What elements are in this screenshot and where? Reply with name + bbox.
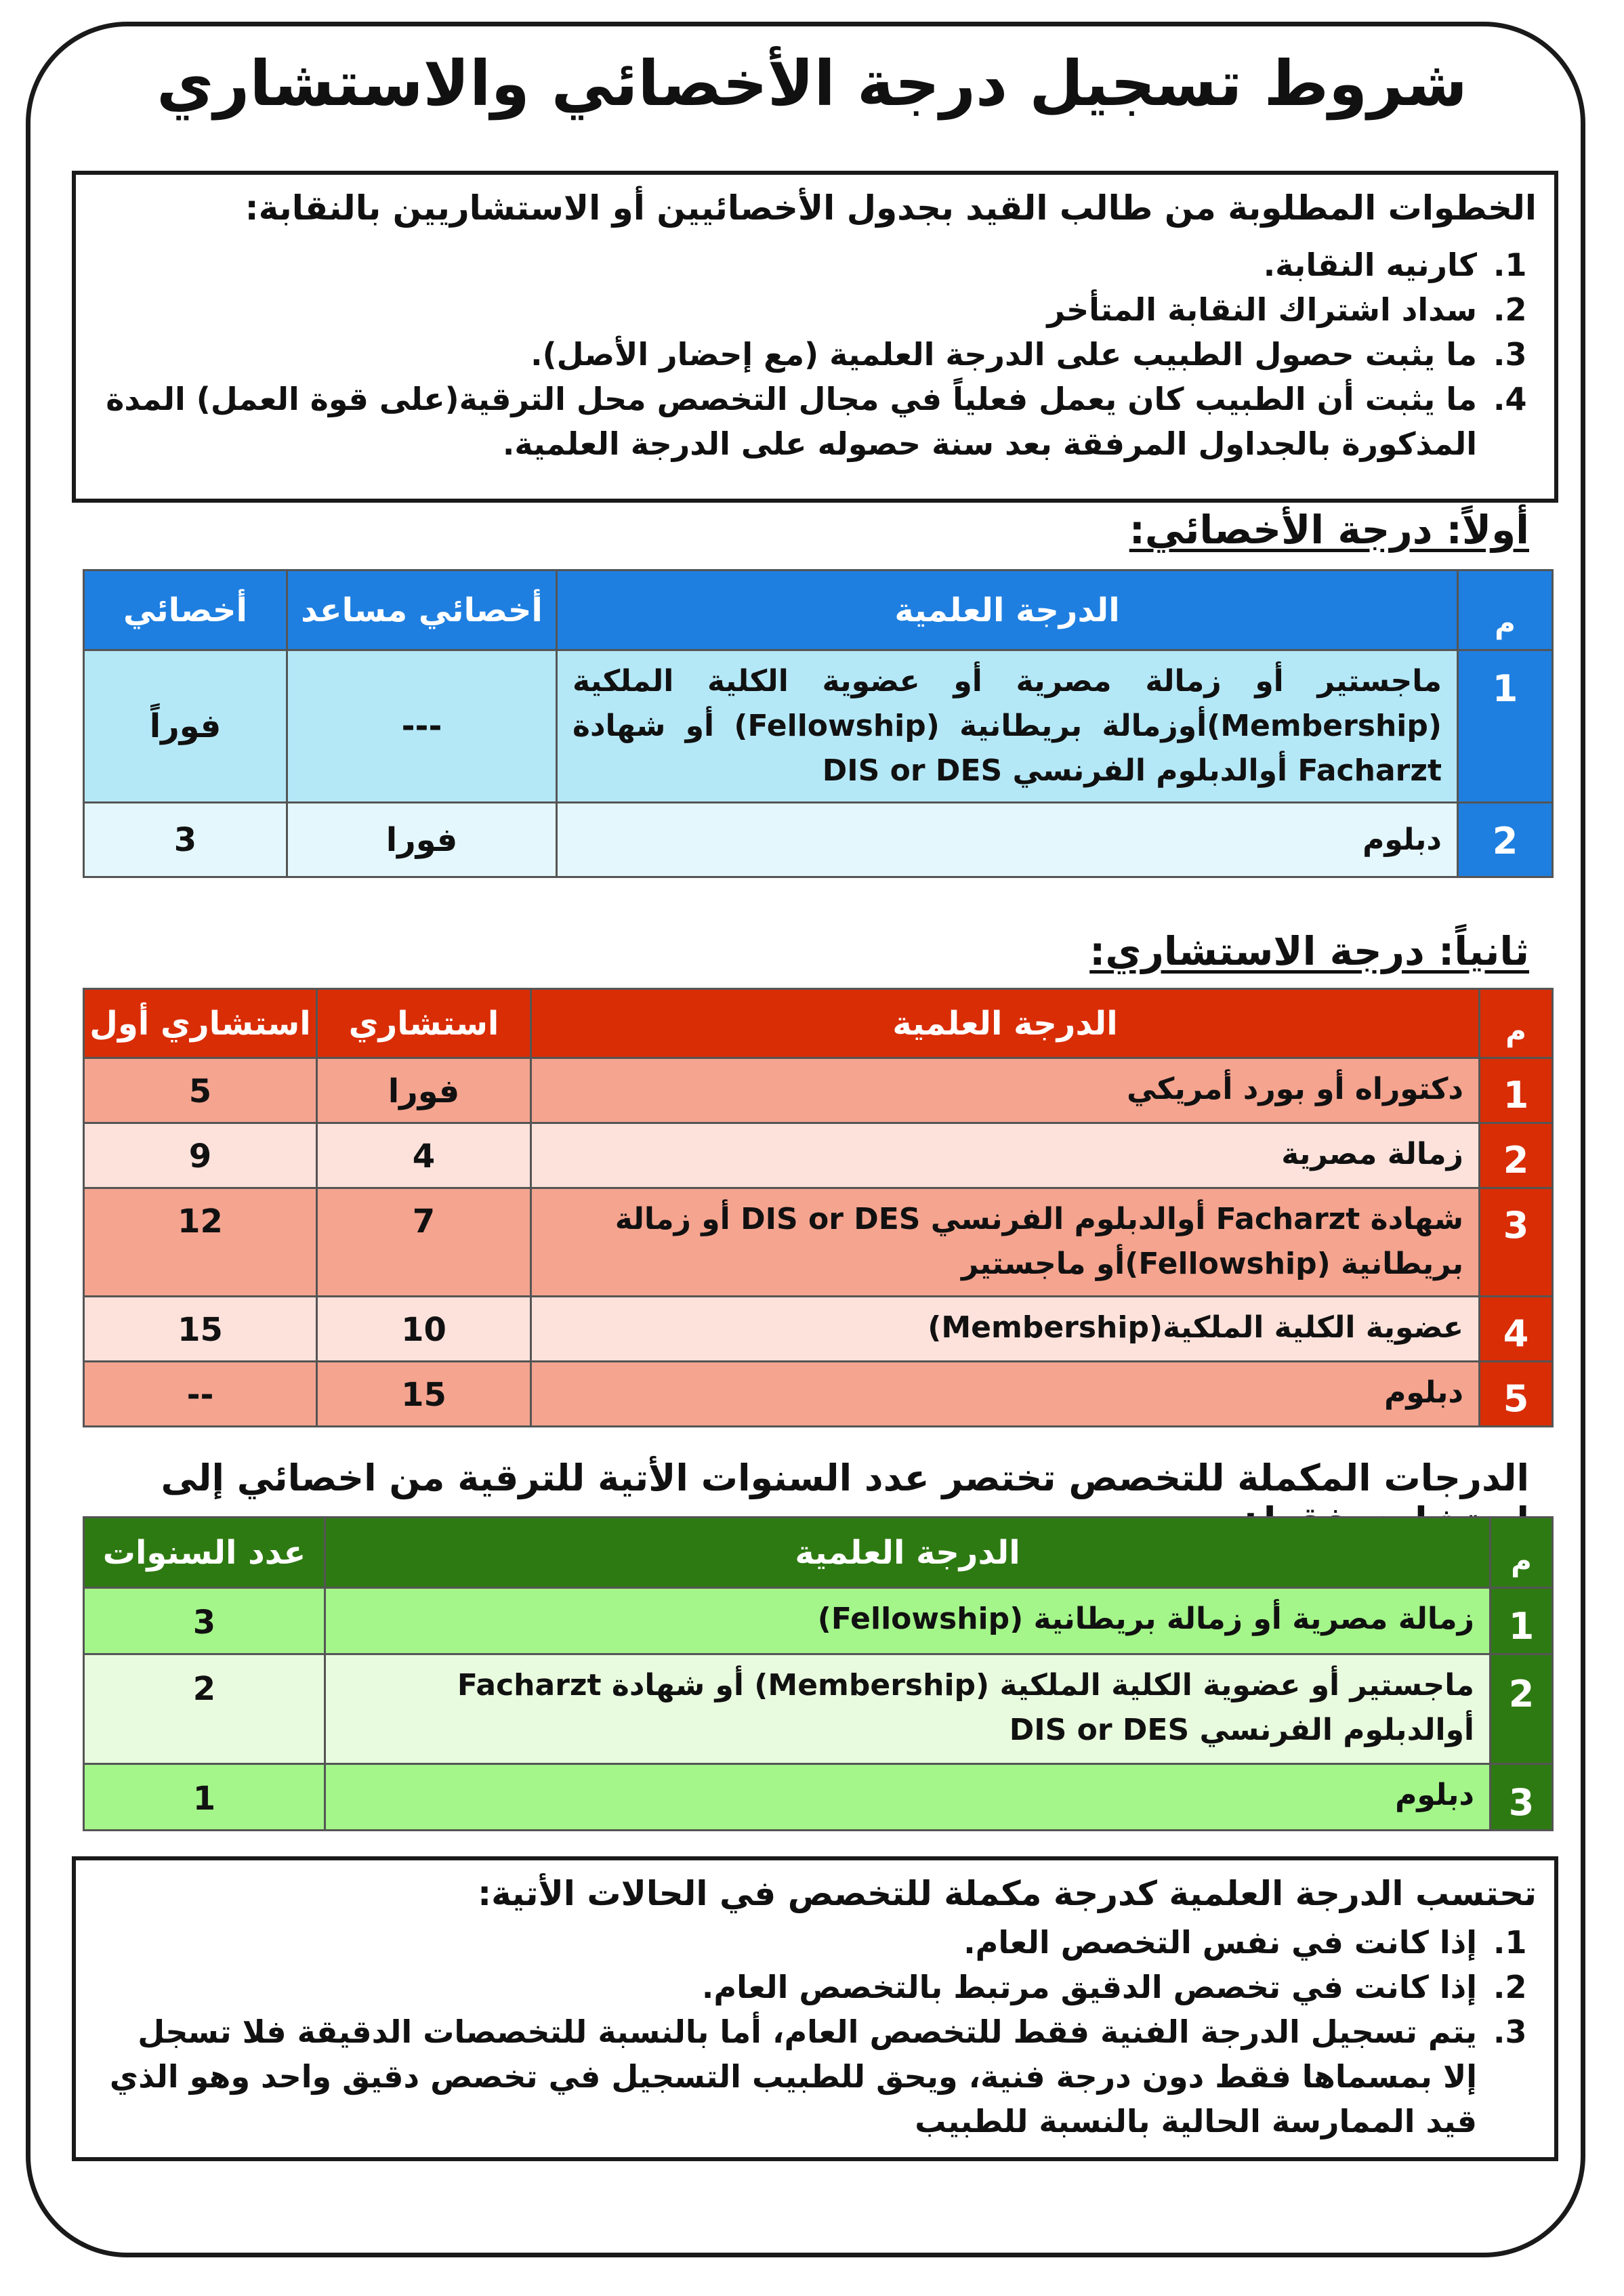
list-item: 1. كارنيه النقابة. xyxy=(93,243,1482,287)
col-num: م xyxy=(1480,989,1553,1058)
col-assistant: أخصائي مساعد xyxy=(287,570,557,650)
years-cell: 2 xyxy=(84,1654,325,1764)
complementary-title-text: الدرجات المكملة للتخصص تختصر عدد السنوات الأتية للترقية من اخصائي إلى xyxy=(161,1457,1529,1499)
assistant-cell: --- xyxy=(287,650,557,803)
table-row xyxy=(84,1654,1553,1764)
col-specialist: أخصائي xyxy=(84,570,287,650)
first-consultant-cell: 12 xyxy=(84,1188,317,1297)
table-row xyxy=(84,650,1553,803)
table-row xyxy=(84,1297,1553,1362)
table-row xyxy=(84,803,1553,877)
row-number: 3 xyxy=(1480,1188,1553,1297)
row-number: 1 xyxy=(1480,1058,1553,1123)
col-num: م xyxy=(1491,1518,1553,1588)
years-cell: 1 xyxy=(84,1764,325,1831)
degree-cell: شهادة Facharzt أوالدبلوم الفرنسي DIS or DES أو زمالة بريطانية (Fellowship)أو ماجستير xyxy=(531,1188,1480,1297)
consultant-cell: 7 xyxy=(317,1188,531,1297)
col-first-consultant: استشاري أول xyxy=(84,989,317,1058)
specialist-table xyxy=(83,569,1554,878)
steps-heading: الخطوات المطلوبة من طالب القيد بجدول الأخصائيين أو الاستشاريين بالنقابة: xyxy=(245,188,1537,228)
degree-cell: دكتوراه أو بورد أمريكي xyxy=(531,1058,1480,1123)
list-item: 1. إذا كانت في نفس التخصص العام. xyxy=(93,1920,1482,1965)
degree-cell: زمالة مصرية أو زمالة بريطانية (Fellowship) xyxy=(325,1588,1491,1654)
years-cell: 3 xyxy=(84,1588,325,1654)
consultant-section-title: ثانياً: درجة الاستشاري: xyxy=(1089,928,1529,974)
cases-box xyxy=(72,1856,1558,2161)
cases-list xyxy=(93,1920,1537,2144)
row-number: 4 xyxy=(1480,1297,1553,1362)
consultant-cell: 10 xyxy=(317,1297,531,1362)
assistant-cell: فورا xyxy=(287,803,557,877)
degree-cell: دبلوم xyxy=(325,1764,1491,1831)
page-title: شروط تسجيل درجة الأخصائي والاستشاري xyxy=(157,47,1467,120)
first-consultant-cell: -- xyxy=(84,1362,317,1427)
row-number: 1 xyxy=(1491,1588,1553,1654)
table-row xyxy=(84,1588,1553,1654)
complementary-table xyxy=(83,1516,1554,1831)
degree-cell: ماجستير أو عضوية الكلية الملكية (Membership) أو شهادة Facharzt أوالدبلوم الفرنسي DIS or DES xyxy=(325,1654,1491,1764)
consultant-cell: 15 xyxy=(317,1362,531,1427)
table-row xyxy=(84,1123,1553,1188)
table-row xyxy=(84,1764,1553,1831)
consultant-cell: 4 xyxy=(317,1123,531,1188)
specialist-section-title: أولاً: درجة الأخصائي: xyxy=(1129,507,1529,553)
steps-list xyxy=(93,243,1537,466)
specialist-cell: فوراً xyxy=(84,650,287,803)
col-consultant: استشاري xyxy=(317,989,531,1058)
first-consultant-cell: 9 xyxy=(84,1123,317,1188)
table-row xyxy=(84,1058,1553,1123)
row-number: 2 xyxy=(1491,1654,1553,1764)
cases-heading: تحتسب الدرجة العلمية كدرجة مكملة للتخصص في الحالات الأتية: xyxy=(478,1874,1537,1913)
table-row xyxy=(84,1362,1553,1427)
degree-cell: زمالة مصرية xyxy=(531,1123,1480,1188)
specialist-cell: 3 xyxy=(84,803,287,877)
col-degree: الدرجة العلمية xyxy=(325,1518,1491,1588)
list-item: 3. ما يثبت حصول الطبيب على الدرجة العلمية (مع إحضار الأصل). xyxy=(93,332,1482,377)
list-item: 2. إذا كانت في تخصص الدقيق مرتبط بالتخصص العام. xyxy=(93,1965,1482,2009)
consultant-cell: فورا xyxy=(317,1058,531,1123)
row-number: 2 xyxy=(1480,1123,1553,1188)
first-consultant-cell: 15 xyxy=(84,1297,317,1362)
degree-cell: دبلوم xyxy=(531,1362,1480,1427)
col-degree: الدرجة العلمية xyxy=(557,570,1458,650)
degree-cell: عضوية الكلية الملكية(Membership) xyxy=(531,1297,1480,1362)
row-number: 3 xyxy=(1491,1764,1553,1831)
consultant-table xyxy=(83,988,1554,1427)
list-item: 3. يتم تسجيل الدرجة الفنية فقط للتخصص العام، أما بالنسبة للتخصصات الدقيقة فلا تسجل إلا بمسماها فقط دون درجة فنية، ويحق للطبيب التسجيل في تخصص دقيق واحد وهو الذي قيد الممارسة الحالية بالنسبة للطبيب xyxy=(93,2009,1482,2144)
list-item: 2. سداد اشتراك النقابة المتأخر xyxy=(93,287,1482,332)
col-years: عدد السنوات xyxy=(84,1518,325,1588)
steps-box xyxy=(72,171,1558,503)
row-number: 5 xyxy=(1480,1362,1553,1427)
table-row xyxy=(84,1188,1553,1297)
col-degree: الدرجة العلمية xyxy=(531,989,1480,1058)
col-num: م xyxy=(1458,570,1553,650)
row-number: 2 xyxy=(1458,803,1553,877)
first-consultant-cell: 5 xyxy=(84,1058,317,1123)
degree-cell: ماجستير أو زمالة مصرية أو عضوية الكلية الملكية (Membership)أوزمالة بريطانية (Fellowship) أو شهادة Facharzt أوالدبلوم الفرنسي DIS or DES xyxy=(557,650,1458,803)
row-number: 1 xyxy=(1458,650,1553,803)
degree-cell: دبلوم xyxy=(557,803,1458,877)
list-item: 4. ما يثبت أن الطبيب كان يعمل فعلياً في مجال التخصص محل الترقية(على قوة العمل) المدة المذكورة بالجداول المرفقة بعد سنة حصوله على الدرجة العلمية. xyxy=(93,377,1482,466)
